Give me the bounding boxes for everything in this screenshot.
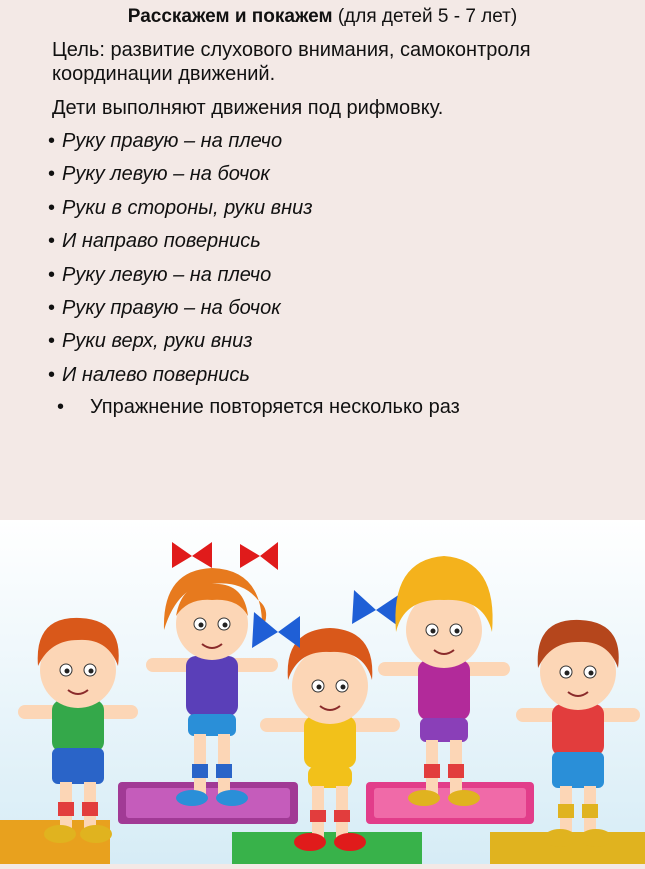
- rhyme-line: • Руку левую – на плечо: [48, 263, 272, 286]
- bullet-icon: •: [48, 163, 56, 186]
- rhyme-line: • Руки в стороны, руки вниз: [48, 196, 313, 219]
- rhyme-line: • И налево повернись: [48, 363, 250, 386]
- rhyme-line: • Руку правую – на плечо: [48, 130, 283, 152]
- rhyme-list: [48, 128, 313, 395]
- bullet-icon: •: [48, 196, 56, 219]
- repeat-note: • Упражнение повторяется несколько раз: [57, 396, 460, 418]
- bullet-icon: •: [48, 230, 56, 253]
- rhyme-line: • Руку левую – на бочок: [48, 163, 270, 186]
- children-exercising-illustration: [0, 520, 645, 864]
- rhyme-line: • Руку правую – на бочок: [48, 296, 281, 319]
- bullet-icon: •: [57, 396, 65, 418]
- rhyme-line: • И направо повернись: [48, 230, 261, 253]
- title-bold: Расскажем и покажем: [127, 6, 333, 27]
- title-age-range: (для детей 5 - 7 лет): [332, 6, 518, 27]
- goal-text: Цель: развитие слухового внимания, самоконтроля координации движений.: [52, 39, 531, 85]
- bullet-icon: •: [48, 330, 56, 353]
- children-exercising-icon: [0, 520, 645, 864]
- rhyme-line: • Руки верх, руки вниз: [48, 330, 253, 353]
- bullet-icon: •: [48, 363, 56, 386]
- bullet-icon: •: [48, 263, 56, 286]
- bullet-icon: •: [48, 296, 56, 319]
- intro-text: Дети выполняют движения под рифмовку.: [52, 97, 444, 119]
- bullet-icon: •: [48, 130, 56, 152]
- page-title: [0, 4, 645, 30]
